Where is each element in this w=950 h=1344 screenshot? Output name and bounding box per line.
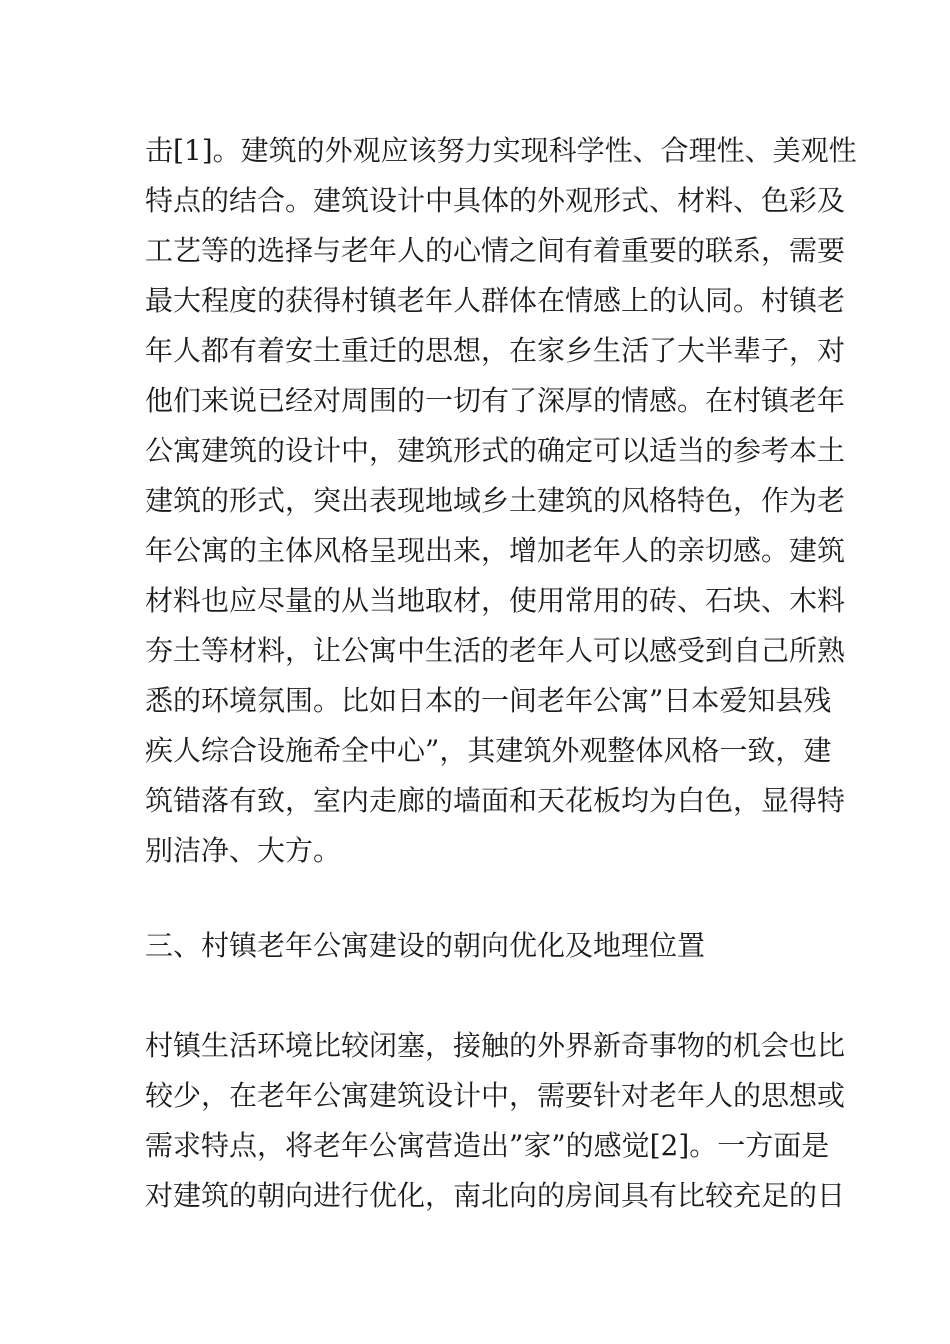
paragraph-line: 夯土等材料，让公寓中生活的老年人可以感受到自己所熟 bbox=[145, 634, 846, 667]
paragraph-line: 工艺等的选择与老年人的心情之间有着重要的联系，需要 bbox=[145, 234, 846, 267]
paragraph-line: 需求特点，将老年公寓营造出”家”的感觉[2]。一方面是 bbox=[145, 1129, 830, 1162]
paragraph-line: 他们来说已经对周围的一切有了深厚的情感。在村镇老年 bbox=[145, 384, 846, 417]
section-heading: 三、村镇老年公寓建设的朝向优化及地理位置 bbox=[145, 929, 706, 962]
paragraph-line: 年公寓的主体风格呈现出来，增加老年人的亲切感。建筑 bbox=[145, 534, 846, 567]
paragraph-line: 最大程度的获得村镇老年人群体在情感上的认同。村镇老 bbox=[145, 284, 846, 317]
paragraph-line: 材料也应尽量的从当地取材，使用常用的砖、石块、木料 bbox=[145, 584, 846, 617]
paragraph-line: 筑错落有致，室内走廊的墙面和天花板均为白色，显得特 bbox=[145, 784, 846, 817]
paragraph-line: 较少，在老年公寓建筑设计中，需要针对老年人的思想或 bbox=[145, 1079, 846, 1112]
paragraph-line: 年人都有着安土重迁的思想，在家乡生活了大半辈子，对 bbox=[145, 334, 846, 367]
paragraph-line: 公寓建筑的设计中，建筑形式的确定可以适当的参考本土 bbox=[145, 434, 846, 467]
paragraph-line: 击[1]。建筑的外观应该努力实现科学性、合理性、美观性 bbox=[145, 134, 857, 167]
paragraph-line: 悉的环境氛围。比如日本的一间老年公寓”日本爱知县残 bbox=[145, 684, 832, 717]
paragraph-line: 别洁净、大方。 bbox=[145, 834, 342, 867]
paragraph-line: 对建筑的朝向进行优化，南北向的房间具有比较充足的日 bbox=[145, 1179, 846, 1212]
paragraph-line: 疾人综合设施希全中心”，其建筑外观整体风格一致，建 bbox=[145, 734, 832, 767]
paragraph-line: 特点的结合。建筑设计中具体的外观形式、材料、色彩及 bbox=[145, 184, 846, 217]
paragraph-line: 建筑的形式，突出表现地域乡土建筑的风格特色，作为老 bbox=[145, 484, 846, 517]
paragraph-line: 村镇生活环境比较闭塞，接触的外界新奇事物的机会也比 bbox=[145, 1029, 846, 1062]
